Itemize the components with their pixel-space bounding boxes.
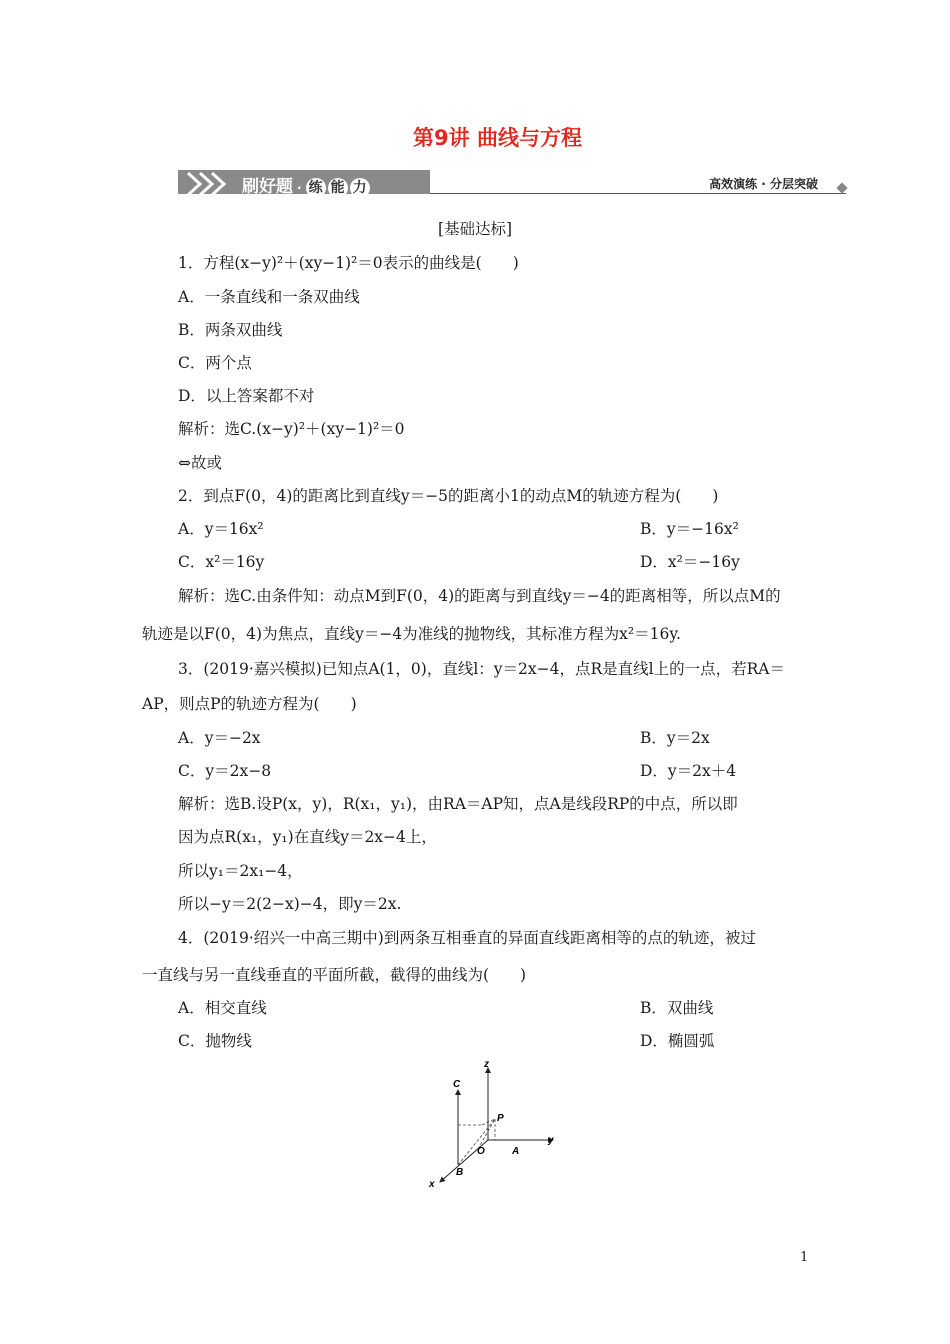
- q3-stem-1: 3．(2019·嘉兴模拟)已知点A(1，0)，直线l：y＝2x−4，点R是直线l上的一点，若RA＝: [178, 660, 785, 678]
- q2-option-a: A．y＝16x²: [178, 520, 264, 538]
- q3-option-c: C．y＝2x−8: [178, 762, 272, 780]
- label-a: A: [512, 1146, 520, 1157]
- banner-rule: [430, 193, 846, 194]
- label-p: P: [497, 1113, 504, 1124]
- page-number: 1: [800, 1250, 809, 1265]
- dash-5: [478, 1119, 495, 1149]
- q1-option-c: C．两个点: [178, 354, 252, 372]
- q1-solution-2: ⇔故或: [178, 454, 222, 472]
- q3-option-d: D．y＝2x＋4: [640, 762, 737, 780]
- q2-solution-1: 解析：选C.由条件知：动点M到F(0，4)的距离与到直线y＝−4的距离相等，所以点M的: [178, 587, 781, 605]
- page-title: 第9讲 曲线与方程: [413, 126, 582, 150]
- banner-char-2: 能: [328, 178, 348, 198]
- q3-option-a: A．y＝−2x: [178, 729, 261, 747]
- q3-solution-1: 解析：选B.设P(x，y)，R(x₁，y₁)，由RA＝AP知，点A是线段RP的中点，所以即: [178, 795, 738, 813]
- diamond-icon: [836, 182, 847, 193]
- q1-option-b: B．两条双曲线: [178, 321, 283, 339]
- q1-option-d: D．以上答案都不对: [178, 387, 315, 405]
- section-heading: [基础达标]: [437, 220, 513, 238]
- q2-stem: 2．到点F(0，4)的距离比到直线y＝−5的距离小1的动点M的轨迹方程为( ): [178, 487, 719, 505]
- banner-text-1: 刷好题: [242, 177, 293, 197]
- q1-stem: 1．方程(x−y)²＋(xy−1)²＝0表示的曲线是( ): [178, 254, 519, 272]
- dash-4: [458, 1119, 495, 1165]
- banner-char-3: 力: [350, 178, 370, 198]
- label-b: B: [456, 1167, 464, 1178]
- coordinate-figure: [420, 1055, 570, 1190]
- q1-solution-1: 解析：选C.(x−y)²＋(xy−1)²＝0: [178, 420, 405, 438]
- q4-option-a: A．相交直线: [178, 999, 267, 1017]
- q3-stem-2: AP，则点P的轨迹方程为( ): [142, 695, 357, 713]
- q2-solution-2: 轨迹是以F(0，4)为焦点，直线y＝−4为准线的抛物线，其标准方程为x²＝16y.: [142, 625, 681, 643]
- banner-dot: ·: [297, 181, 302, 195]
- label-x: x: [429, 1179, 435, 1190]
- label-z: z: [484, 1059, 489, 1070]
- q3-solution-3: 所以y₁＝2x₁−4，: [178, 862, 303, 880]
- q2-option-b: B．y＝−16x²: [640, 520, 739, 538]
- label-o: O: [477, 1146, 485, 1157]
- q4-stem-1: 4．(2019·绍兴一中高三期中)到两条互相垂直的异面直线距离相等的点的轨迹，被过: [178, 929, 756, 947]
- q1-option-a: A．一条直线和一条双曲线: [178, 288, 360, 306]
- q3-solution-4: 所以−y＝2(2−x)−4，即y＝2x.: [178, 895, 402, 913]
- banner-right-label: 高效演练 · 分层突破: [709, 177, 818, 191]
- q3-solution-2: 因为点R(x₁，y₁)在直线y＝2x−4上，: [178, 828, 437, 846]
- q2-option-c: C．x²＝16y: [178, 553, 265, 571]
- section-banner: [178, 168, 846, 196]
- banner-char-1: 练: [306, 178, 326, 198]
- q4-option-c: C．抛物线: [178, 1032, 252, 1050]
- banner-left-label: [242, 172, 372, 198]
- q2-option-d: D．x²＝−16y: [640, 553, 740, 571]
- q4-option-b: B．双曲线: [640, 999, 714, 1017]
- q4-option-d: D．椭圆弧: [640, 1032, 715, 1050]
- label-c: C: [453, 1079, 461, 1090]
- q3-option-b: B．y＝2x: [640, 729, 710, 747]
- q4-stem-2: 一直线与另一直线垂直的平面所截，截得的曲线为( ): [142, 966, 527, 984]
- banner-bar: [178, 170, 430, 197]
- chevron-right-icon: [178, 170, 238, 198]
- label-y: y: [548, 1135, 554, 1146]
